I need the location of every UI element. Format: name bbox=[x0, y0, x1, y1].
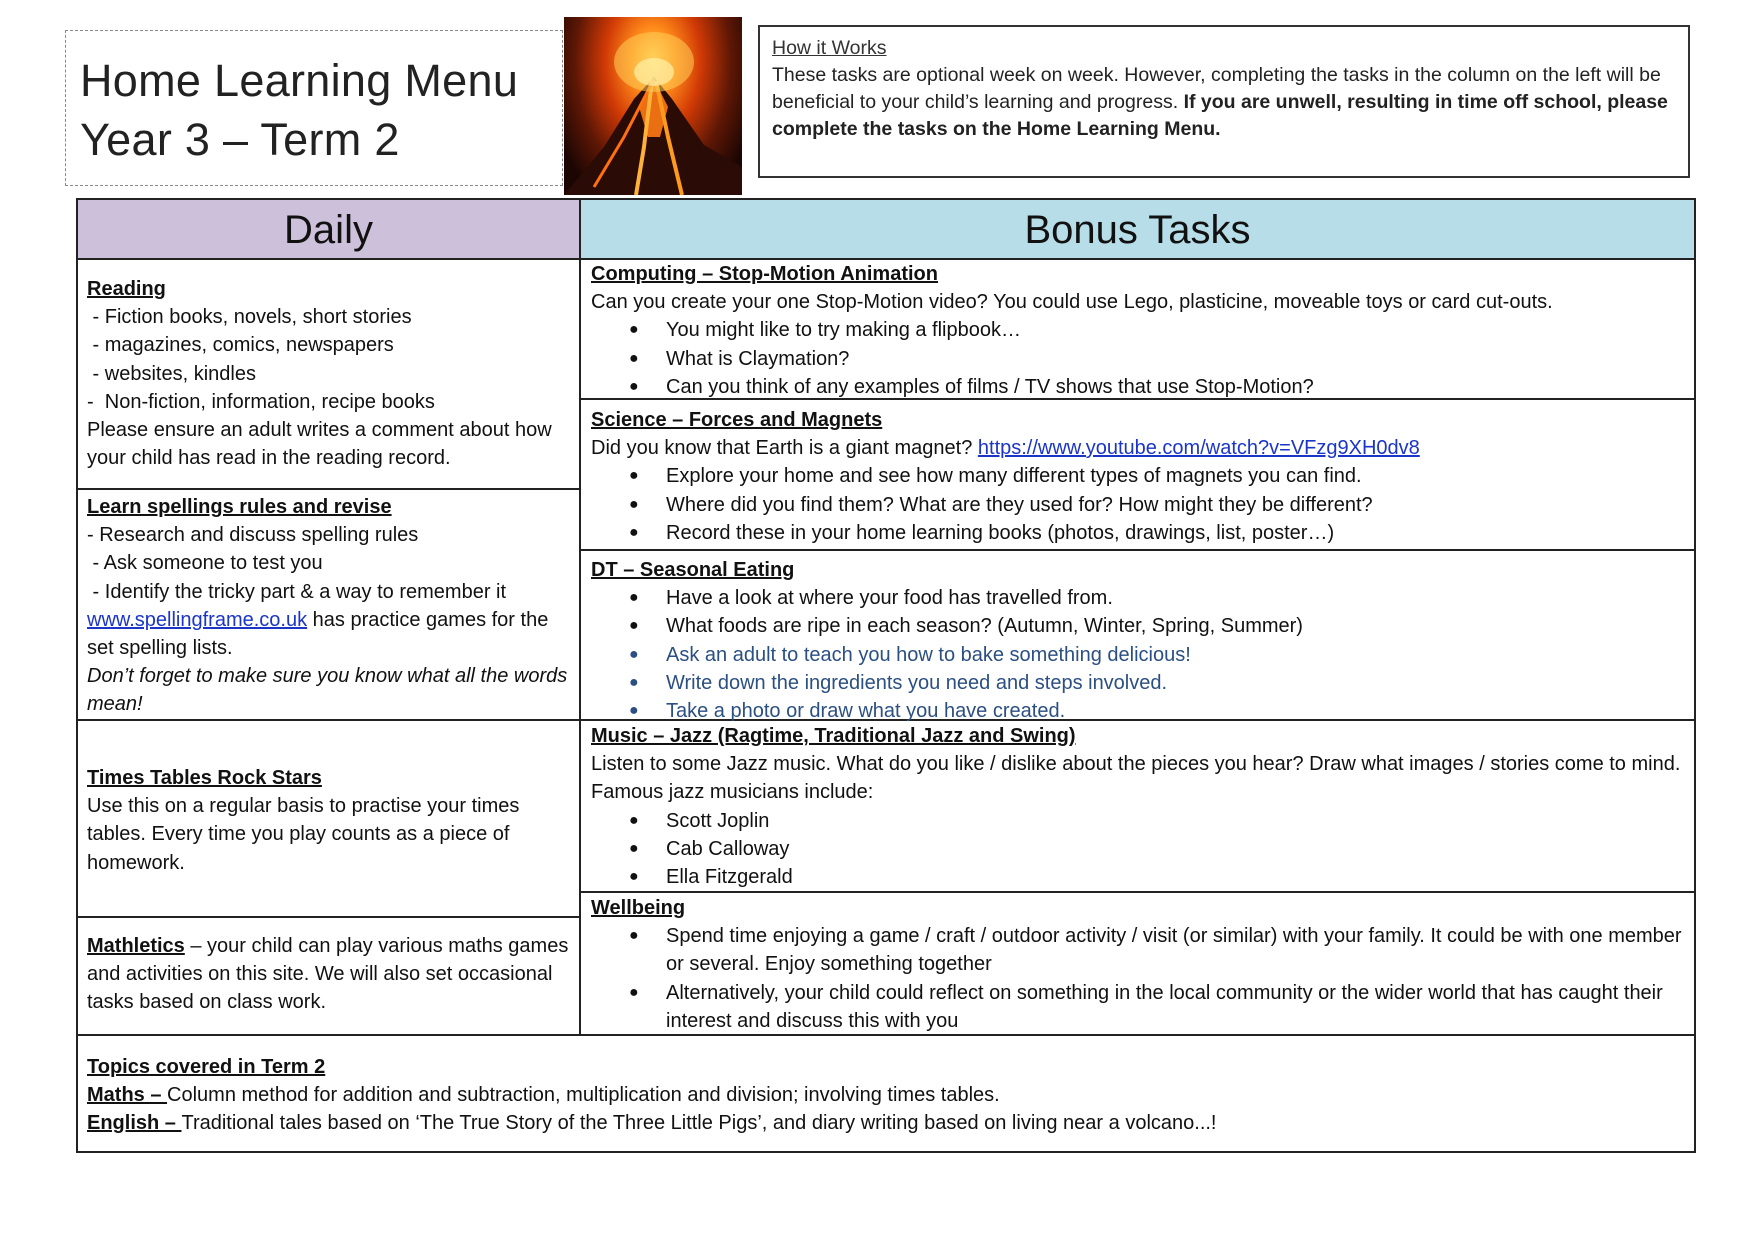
music-title: Music – Jazz (Ragtime, Traditional Jazz and Swing) bbox=[591, 725, 1076, 747]
column-divider bbox=[579, 200, 581, 1034]
dt-blue-bullets bbox=[591, 641, 1686, 726]
spellings-line: - Ask someone to test you bbox=[87, 552, 323, 575]
dt-cell bbox=[591, 556, 1686, 725]
list-item: ● Scott Joplin bbox=[591, 807, 1686, 835]
learning-menu-table bbox=[76, 198, 1696, 1153]
how-it-works-body: These tasks are optional week on week. However, completing the tasks in the column on the left will be beneficial to your child’s learning and progress. bbox=[772, 64, 1661, 113]
bonus-header: Bonus Tasks bbox=[581, 200, 1694, 260]
computing-intro: Can you create your one Stop-Motion video? You could use Lego, plasticine, moveable toys or card cut-outs. bbox=[591, 291, 1553, 314]
topics-maths bbox=[87, 1081, 1687, 1109]
spellings-line: - Identify the tricky part & a way to remember it bbox=[87, 580, 507, 603]
science-title: Science – Forces and Magnets bbox=[591, 409, 883, 431]
topics-cell bbox=[87, 1053, 1687, 1138]
list-item: ● Have a look at where your food has travelled from. bbox=[591, 584, 1686, 612]
divider bbox=[78, 488, 579, 490]
spellingframe-link[interactable]: www.spellingframe.co.uk bbox=[87, 608, 308, 631]
how-it-works-box bbox=[758, 25, 1690, 178]
reading-line: - magazines, comics, newspapers bbox=[87, 334, 394, 357]
spellings-link-text bbox=[87, 606, 571, 662]
list-item: ● Ask an adult to teach you how to bake something delicious! bbox=[591, 641, 1686, 669]
maths-text: Column method for addition and subtraction, multiplication and division; involving times tables. bbox=[167, 1084, 1000, 1107]
list-item: ● Where did you find them? What are they used for? How might they be different? bbox=[591, 491, 1686, 519]
science-bullets bbox=[591, 462, 1686, 547]
science-intro: Did you know that Earth is a giant magnet? bbox=[591, 437, 978, 460]
divider bbox=[78, 916, 579, 918]
music-cell bbox=[591, 722, 1686, 891]
list-item: ● Explore your home and see how many different types of magnets you can find. bbox=[591, 462, 1686, 490]
volcano-image bbox=[564, 17, 742, 195]
maths-label: Maths – bbox=[87, 1084, 168, 1107]
english-text: Traditional tales based on ‘The True Story of the Three Little Pigs’, and diary writing based on living near a volcano...! bbox=[181, 1112, 1217, 1135]
computing-bullets bbox=[591, 316, 1686, 401]
reading-line: - Non-fiction, information, recipe books bbox=[87, 390, 435, 413]
list-item: ● Ella Fitzgerald bbox=[591, 863, 1686, 891]
wellbeing-title: Wellbeing bbox=[591, 897, 686, 919]
list-item: ● Alternatively, your child could reflect on something in the local community or the wider world that has caught their interest and discuss this with you bbox=[591, 979, 1686, 1035]
spellings-title: Learn spellings rules and revise bbox=[87, 496, 392, 518]
list-item: ● Cab Calloway bbox=[591, 835, 1686, 863]
youtube-link[interactable]: https://www.youtube.com/watch?v=VFzg9XH0dv8 bbox=[977, 437, 1420, 460]
list-item: ● You might like to try making a flipbook… bbox=[591, 316, 1686, 344]
spellings-link-after: has practice games for the set spelling lists. bbox=[87, 608, 549, 660]
how-it-works-bold: If you are unwell, resulting in time off school, please complete the tasks on the Home Learning Menu. bbox=[772, 91, 1668, 140]
ttrs-title: Times Tables Rock Stars bbox=[87, 767, 322, 789]
dt-bullets bbox=[591, 584, 1686, 640]
music-bullets bbox=[591, 807, 1686, 892]
list-item: ● Record these in your home learning books (photos, drawings, list, poster…) bbox=[591, 519, 1686, 547]
ttrs-text: Use this on a regular basis to practise your times tables. Every time you play counts as a piece of homework. bbox=[87, 795, 520, 874]
science-intro-line bbox=[591, 434, 1686, 462]
list-item: ● Spend time enjoying a game / craft / outdoor activity / visit (or similar) with your family. It could be with one member or several. Enjoy something together bbox=[591, 922, 1686, 978]
divider bbox=[579, 891, 1694, 893]
spellings-line: - Research and discuss spelling rules bbox=[87, 524, 419, 547]
ttrs-cell bbox=[87, 764, 571, 877]
list-item: ● Can you think of any examples of films / TV shows that use Stop-Motion? bbox=[591, 373, 1686, 401]
reading-cell bbox=[87, 275, 571, 472]
mathletics-title: Mathletics bbox=[87, 935, 185, 957]
divider bbox=[579, 549, 1694, 551]
title-box bbox=[65, 30, 563, 186]
how-it-works-title: How it Works bbox=[772, 37, 887, 59]
mathletics-cell bbox=[87, 932, 571, 1017]
mathletics-text: – your child can play various maths games and activities on this site. We will also set occasional tasks based on class work. bbox=[87, 935, 569, 1014]
reading-title: Reading bbox=[87, 278, 166, 300]
topics-title: Topics covered in Term 2 bbox=[87, 1056, 326, 1078]
computing-title: Computing – Stop-Motion Animation bbox=[591, 263, 938, 285]
spellings-reminder: Don’t forget to make sure you know what all the words mean! bbox=[87, 665, 568, 716]
dt-title: DT – Seasonal Eating bbox=[591, 559, 795, 581]
reading-note: Please ensure an adult writes a comment about how your child has read in the reading record. bbox=[87, 419, 552, 470]
computing-cell bbox=[591, 260, 1686, 401]
english-label: English – bbox=[87, 1112, 182, 1135]
spellings-cell bbox=[87, 493, 571, 719]
page-title: Home Learning Menu bbox=[80, 55, 519, 106]
page-subtitle: Year 3 – Term 2 bbox=[80, 114, 400, 165]
list-item: ● What is Claymation? bbox=[591, 345, 1686, 373]
how-it-works-text bbox=[772, 62, 1676, 143]
wellbeing-bullets bbox=[591, 922, 1686, 1035]
reading-line: - websites, kindles bbox=[87, 362, 256, 385]
daily-header: Daily bbox=[78, 200, 579, 260]
list-item: ● Take a photo or draw what you have created. bbox=[591, 697, 1686, 725]
list-item: ● Write down the ingredients you need and steps involved. bbox=[591, 669, 1686, 697]
list-item: ● What foods are ripe in each season? (Autumn, Winter, Spring, Summer) bbox=[591, 612, 1686, 640]
wellbeing-cell bbox=[591, 894, 1686, 1035]
topics-english bbox=[87, 1109, 1687, 1137]
divider bbox=[78, 719, 579, 721]
science-cell bbox=[591, 406, 1686, 547]
music-intro: Listen to some Jazz music. What do you like / dislike about the pieces you hear? Draw what images / stories come to mind. Famous jazz musicians include: bbox=[591, 753, 1681, 804]
reading-line: - Fiction books, novels, short stories bbox=[87, 306, 412, 329]
